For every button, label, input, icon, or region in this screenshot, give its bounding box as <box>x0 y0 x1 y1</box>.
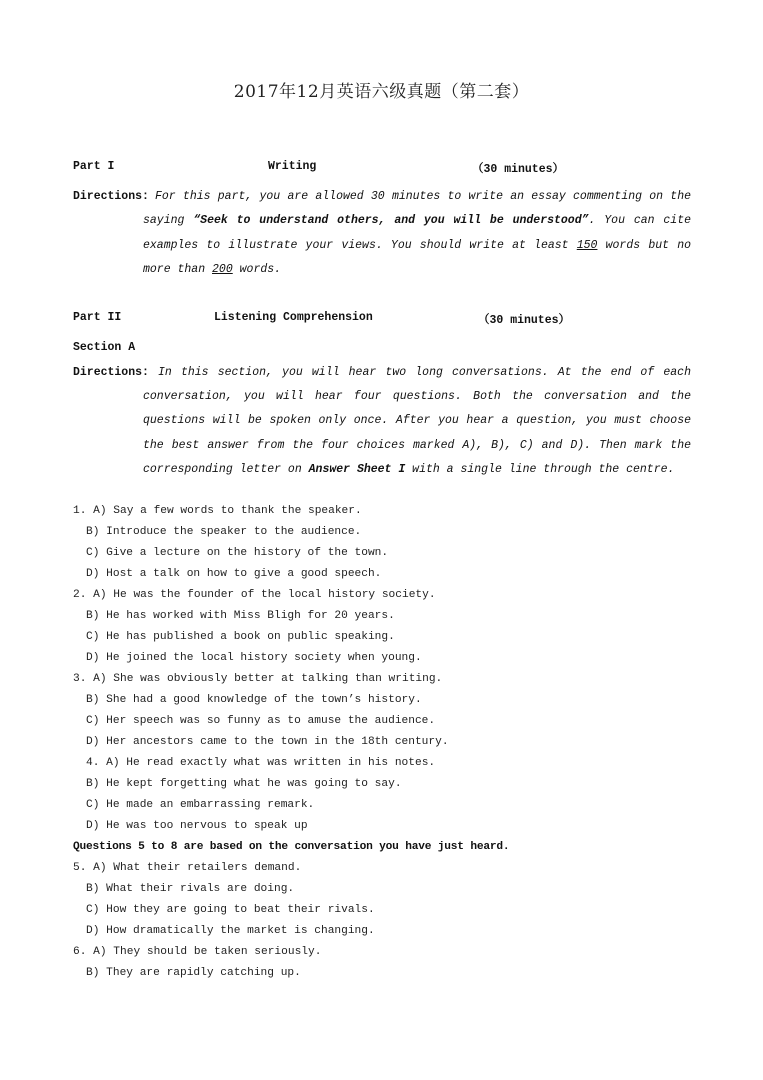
question-1-option-b: B) Introduce the speaker to the audience. <box>86 526 362 538</box>
part2-directions-line: the best answer from the four choices marked A), B), C) and D). Then mark the <box>143 439 691 452</box>
question-3-option-b: B) She had a good knowledge of the town’s history. <box>86 694 422 706</box>
question-4-option-c: C) He made an embarrassing remark. <box>86 799 315 811</box>
essay-prompt-quote: “Seek to understand others, and you will be understood” <box>193 214 589 227</box>
section-a-label: Section A <box>73 341 136 354</box>
part2-label: Part II <box>73 311 122 324</box>
question-1-option-c: C) Give a lecture on the history of the town. <box>86 547 389 559</box>
min-words: 150 <box>576 239 598 252</box>
question-2-option-b: B) He has worked with Miss Bligh for 20 years. <box>86 610 395 622</box>
part1-directions-line: examples to illustrate your views. You should write at least 150 words but no <box>143 239 691 252</box>
part1-directions-line: more than 200 words. <box>143 263 282 276</box>
question-5-option-d: D) How dramatically the market is changing. <box>86 925 375 937</box>
part2-name: Listening Comprehension <box>214 311 373 324</box>
max-words: 200 <box>212 263 233 276</box>
question-5-option-b: B) What their rivals are doing. <box>86 883 295 895</box>
part1-label: Part I <box>73 160 115 173</box>
part2-directions-line: conversation, you will hear four questions. Both the conversation and the <box>143 390 691 403</box>
question-6-option-b: B) They are rapidly catching up. <box>86 967 301 979</box>
question-4-option-b: B) He kept forgetting what he was going to say. <box>86 778 402 790</box>
part1-directions-line: For this part, you are allowed 30 minutes to write an essay commenting on the <box>155 190 691 203</box>
question-4-option-d: D) He was too nervous to speak up <box>86 820 308 832</box>
question-5-option-c: C) How they are going to beat their rivals. <box>86 904 375 916</box>
question-2-option-a: 2. A) He was the founder of the local history society. <box>73 589 436 601</box>
part2-directions-label: Directions: <box>73 366 149 379</box>
question-2-option-c: C) He has published a book on public speaking. <box>86 631 395 643</box>
question-2-option-d: D) He joined the local history society when young. <box>86 652 422 664</box>
question-1-option-d: D) Host a talk on how to give a good speech. <box>86 568 382 580</box>
conversation-note: Questions 5 to 8 are based on the conversation you have just heard. <box>73 841 510 853</box>
part2-time: （30 minutes） <box>478 314 571 327</box>
question-6-option-a: 6. A) They should be taken seriously. <box>73 946 322 958</box>
question-3-option-a: 3. A) She was obviously better at talking than writing. <box>73 673 443 685</box>
part1-directions-label: Directions: <box>73 190 149 203</box>
part1-time: （30 minutes） <box>472 163 565 176</box>
question-3-option-d: D) Her ancestors came to the town in the 18th century. <box>86 736 449 748</box>
part1-name: Writing <box>268 160 317 173</box>
page-title: 2017年12月英语六级真题（第二套） <box>233 82 530 102</box>
question-3-option-c: C) Her speech was so funny as to amuse the audience. <box>86 715 436 727</box>
question-1-option-a: 1. A) Say a few words to thank the speaker. <box>73 505 362 517</box>
question-5-option-a: 5. A) What their retailers demand. <box>73 862 302 874</box>
question-4-option-a: 4. A) He read exactly what was written in his notes. <box>86 757 436 769</box>
part1-directions-line: saying “Seek to understand others, and you will be understood”. You can cite <box>143 214 692 227</box>
part2-directions-line: corresponding letter on Answer Sheet I with a single line through the centre. <box>143 463 675 476</box>
part2-directions-line: In this section, you will hear two long conversations. At the end of each <box>158 366 691 379</box>
part2-directions-line: questions will be spoken only once. After you hear a question, you must choose <box>143 414 691 427</box>
answer-sheet-ref: Answer Sheet I <box>308 463 406 476</box>
